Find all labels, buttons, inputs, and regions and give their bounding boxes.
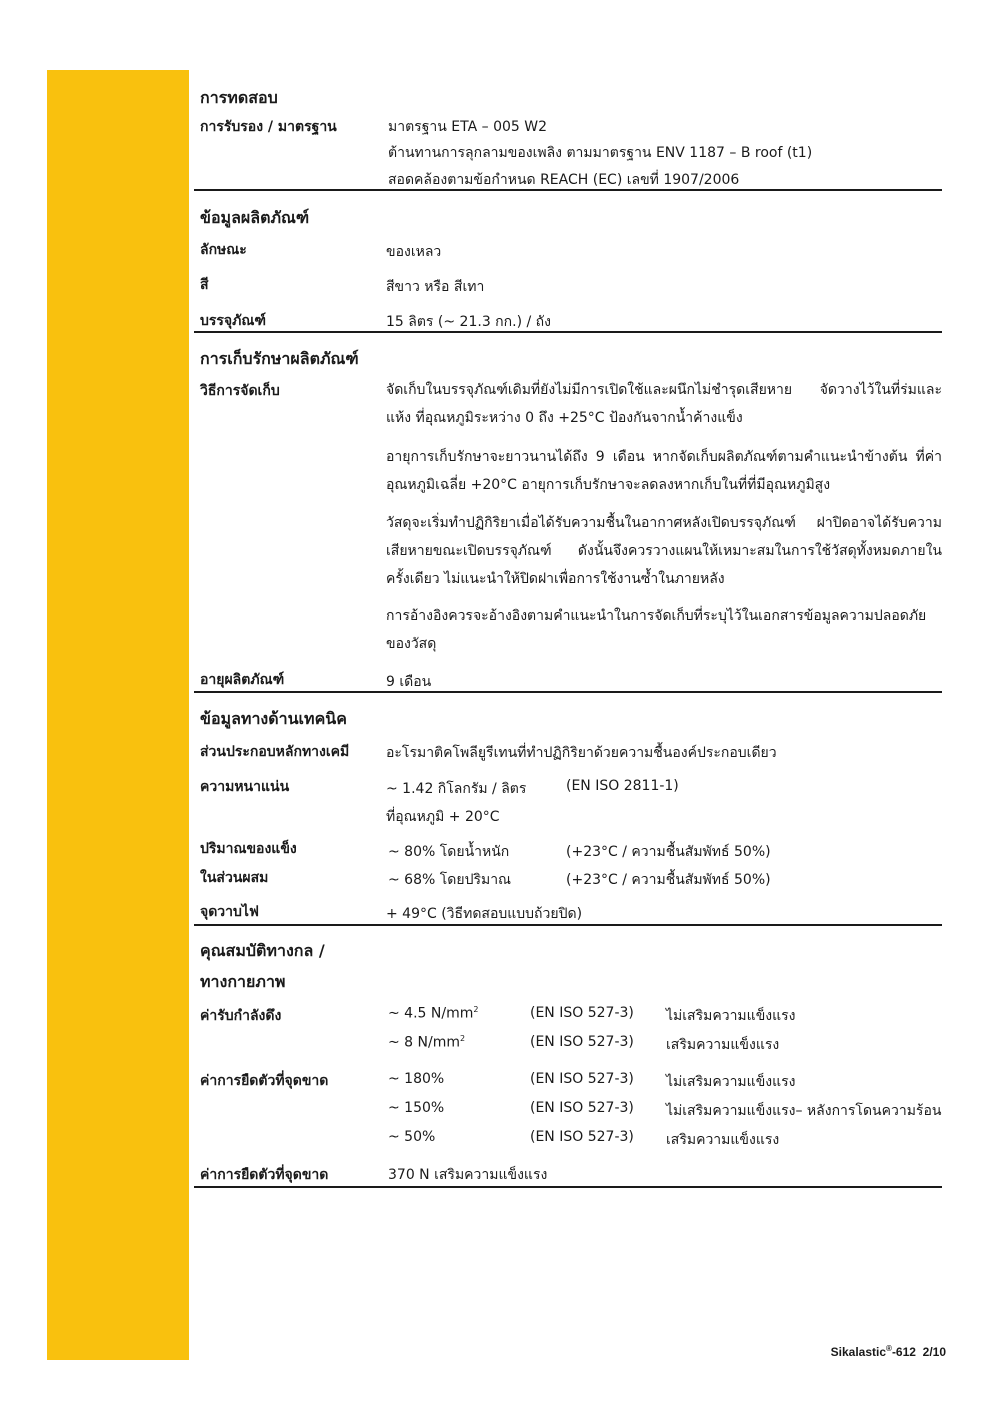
tensile-value-text: ~ 4.5 N/mm: [388, 1005, 474, 1022]
tensile-unit-exponent: 2: [473, 1005, 479, 1014]
section-heading-mechanical: ทางกายภาพ: [200, 972, 286, 991]
section-divider: [194, 691, 942, 693]
elongation-standard: (EN ISO 527-3): [530, 1071, 634, 1087]
appearance-value: ของเหลว: [386, 244, 442, 260]
footer-product-suffix: -612: [891, 1345, 916, 1359]
tensile-unit-exponent: 2: [460, 1034, 466, 1043]
color-label: สี: [200, 277, 209, 293]
shelf-life-value: 9 เดือน: [386, 674, 432, 690]
storage-paragraph: อายุการเก็บรักษาจะยาวนานได้ถึง 9 เดือน หากจัดเก็บผลิตภัณฑ์ตามคำแนะนำข้างต้น ที่ค่าอุณหภูมิเฉลี่ย +20°C อายุการเก็บรักษาจะลดลงหากเก็บในที่ที่มีอุณหภูมิสูง: [386, 449, 942, 493]
section-heading-technical: ข้อมูลทางด้านเทคนิค: [200, 709, 347, 728]
tear-resistance-label: ค่าการยืดตัวที่จุดขาด: [200, 1167, 329, 1183]
footer-page-number: 2/10: [922, 1345, 946, 1359]
tensile-note: ไม่เสริมความแข็งแรง: [666, 1008, 796, 1024]
elongation-note: เสริมความแข็งแรง: [666, 1132, 780, 1148]
packaging-value: 15 ลิตร (~ 21.3 กก.) / ถัง: [386, 314, 551, 330]
yellow-sidebar: [47, 70, 189, 1360]
elongation-label: ค่าการยืดตัวที่จุดขาด: [200, 1073, 329, 1089]
solids-by-volume: ~ 68% โดยปริมาณ: [388, 872, 512, 888]
section-divider: [194, 1186, 942, 1188]
solids-by-volume-condition: (+23°C / ความชื้นสัมพัทธ์ 50%): [566, 872, 771, 888]
footer-product-name: Sikalastic: [830, 1345, 887, 1359]
color-value: สีขาว หรือ สีเทา: [386, 279, 485, 295]
storage-paragraph: จัดเก็บในบรรจุภัณฑ์เดิมที่ยังไม่มีการเปิดใช้และผนึกไม่ชำรุดเสียหาย จัดวางไว้ในที่ร่มและแห้ง ที่อุณหภูมิระหว่าง 0 ถึง +25°C ป้องกันจากน้ำค้างแข็ง: [386, 382, 942, 426]
tensile-value-text: ~ 8 N/mm: [388, 1034, 461, 1051]
solids-label: ในส่วนผสม: [200, 870, 269, 886]
storage-paragraph: วัสดุจะเริ่มทำปฏิกิริยาเมื่อได้รับความชื้นในอากาศหลังเปิดบรรจุภัณฑ์ ฝาปิดอาจได้รับความเสียหายขณะเปิดบรรจุภัณฑ์ ดังนั้นจึงควรวางแผนให้เหมาะสมในการใช้วัสดุทั้งหมดภายในครั้งเดียว ไม่แนะนำให้ปิดฝาเพื่อการใช้งานซ้ำในภายหลัง: [386, 515, 942, 587]
shelf-life-label: อายุผลิตภัณฑ์: [200, 672, 285, 688]
elongation-value: ~ 50%: [388, 1129, 436, 1145]
page-footer: [831, 1344, 946, 1359]
packaging-label: บรรจุภัณฑ์: [200, 313, 266, 329]
solids-label: ปริมาณของแข็ง: [200, 841, 297, 857]
section-divider: [194, 924, 942, 926]
storage-method-label: วิธีการจัดเก็บ: [200, 383, 280, 399]
chemical-base-label: ส่วนประกอบหลักทางเคมี: [200, 744, 350, 760]
section-heading-product: ข้อมูลผลิตภัณฑ์: [200, 208, 310, 227]
density-value: ~ 1.42 กิโลกรัม / ลิตร: [386, 781, 527, 797]
document-body: [200, 0, 942, 1406]
tensile-value: [388, 1005, 478, 1022]
elongation-value: ~ 180%: [388, 1071, 445, 1087]
approval-item: มาตรฐาน ETA – 005 W2: [388, 119, 548, 135]
approval-item: สอดคล้องตามข้อกำหนด REACH (EC) เลขที่ 1907/2006: [388, 172, 740, 188]
section-heading-mechanical: คุณสมบัติทางกล /: [200, 941, 325, 960]
density-label: ความหนาแน่น: [200, 779, 290, 795]
elongation-note: ไม่เสริมความแข็งแรง– หลังการโดนความร้อน: [666, 1103, 942, 1119]
storage-paragraph: การอ้างอิงควรจะอ้างอิงตามคำแนะนำในการจัดเก็บที่ระบุไว้ในเอกสารข้อมูลความปลอดภัยของวัสดุ: [386, 608, 927, 652]
approval-item: ต้านทานการลุกลามของเพลิง ตามมาตรฐาน ENV 1187 – B roof (t1): [388, 145, 813, 161]
elongation-standard: (EN ISO 527-3): [530, 1129, 634, 1145]
flash-point-label: จุดวาบไฟ: [200, 904, 259, 920]
elongation-value: ~ 150%: [388, 1100, 445, 1116]
tensile-standard: (EN ISO 527-3): [530, 1005, 634, 1021]
section-divider: [194, 331, 942, 333]
tensile-strength-label: ค่ารับกำลังดึง: [200, 1008, 282, 1024]
section-heading-test: การทดสอบ: [200, 88, 278, 107]
elongation-standard: (EN ISO 527-3): [530, 1100, 634, 1116]
footer-registered-mark: ®: [886, 1344, 892, 1353]
appearance-label: ลักษณะ: [200, 242, 247, 258]
tensile-note: เสริมความแข็งแรง: [666, 1037, 780, 1053]
solids-by-weight: ~ 80% โดยน้ำหนัก: [388, 844, 510, 860]
approvals-label: การรับรอง / มาตรฐาน: [200, 119, 337, 135]
elongation-note: ไม่เสริมความแข็งแรง: [666, 1074, 796, 1090]
density-temperature: ที่อุณหภูมิ + 20°C: [386, 809, 500, 825]
tear-resistance-value: 370 N เสริมความแข็งแรง: [388, 1167, 548, 1183]
section-heading-storage: การเก็บรักษาผลิตภัณฑ์: [200, 349, 359, 368]
tensile-value: [388, 1034, 465, 1051]
chemical-base-value: อะโรมาติคโพลียูรีเทนที่ทำปฏิกิริยาด้วยความชื้นองค์ประกอบเดียว: [386, 745, 777, 761]
tensile-standard: (EN ISO 527-3): [530, 1034, 634, 1050]
density-standard: (EN ISO 2811-1): [566, 778, 679, 794]
flash-point-value: + 49°C (วิธีทดสอบแบบถ้วยปิด): [386, 906, 583, 922]
section-divider: [194, 189, 942, 191]
solids-by-weight-condition: (+23°C / ความชื้นสัมพัทธ์ 50%): [566, 844, 771, 860]
